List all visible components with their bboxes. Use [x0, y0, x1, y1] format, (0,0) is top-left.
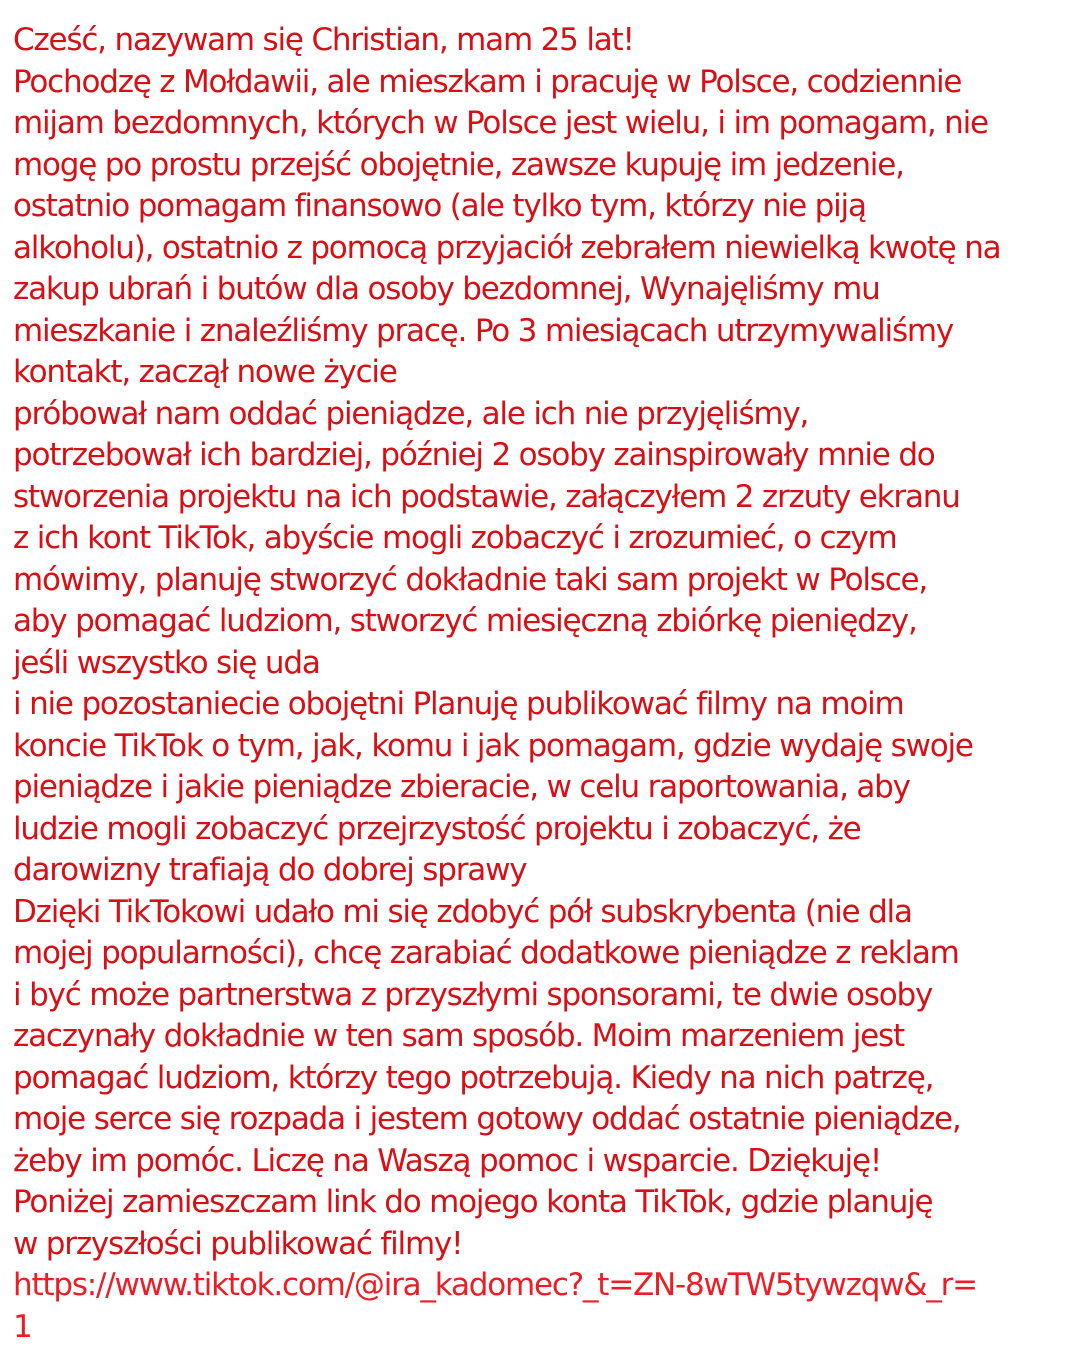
text-line: Poniżej zamieszczam link do mojego konta TikTok, gdzie planuję [13, 1184, 933, 1220]
document-text [13, 20, 1079, 1348]
text-line: i nie pozostaniecie obojętni Planuję publikować filmy na moim [13, 686, 904, 722]
text-line: mojej popularności), chcę zarabiać dodatkowe pieniądze z reklam [13, 935, 959, 971]
text-line: mówimy, planuję stworzyć dokładnie taki sam projekt w Polsce, [13, 561, 928, 598]
text-line: alkoholu), ostatnio z pomocą przyjaciół zebrałem niewielką kwotę na [13, 229, 1001, 266]
text-line: zaczynały dokładnie w ten sam sposób. Moim marzeniem jest [13, 1018, 904, 1054]
text-line: zakup ubrań i butów dla osoby bezdomnej, Wynajęliśmy mu [13, 271, 880, 307]
text-line: i być może partnerstwa z przyszłymi sponsorami, te dwie osoby [13, 976, 933, 1013]
text-line: próbował nam oddać pieniądze, ale ich nie przyjęliśmy, [13, 395, 809, 432]
text-line: aby pomagać ludziom, stworzyć miesięczną zbiórkę pieniędzy, [13, 603, 917, 639]
text-line: mogę po prostu przejść obojętnie, zawsze kupuję im jedzenie, [13, 146, 904, 183]
text-line: Cześć, nazywam się Christian, mam 25 lat! [13, 22, 634, 58]
text-line: stworzenia projektu na ich podstawie, załączyłem 2 zrzuty ekranu [13, 478, 960, 515]
tiktok-link[interactable]: https://www.tiktok.com/@ira_kadomec?_t=ZN-8wTW5tywzqw&_r= [13, 1267, 977, 1303]
text-line: darowizny trafiają do dobrej sprawy [13, 852, 527, 888]
text-line: mieszkanie i znaleźliśmy pracę. Po 3 miesiącach utrzymywaliśmy [13, 312, 954, 349]
text-line: z ich kont TikTok, abyście mogli zobaczyć i zrozumieć, o czym [13, 520, 897, 556]
text-line: mijam bezdomnych, których w Polsce jest wielu, i im pomagam, nie [13, 105, 988, 141]
text-line: Dzięki TikTokowi udało mi się zdobyć pół subskrybenta (nie dla [13, 893, 912, 930]
text-line: Pochodzę z Mołdawii, ale mieszkam i pracuję w Polsce, codziennie [13, 63, 962, 100]
text-line: żeby im pomóc. Liczę na Waszą pomoc i wsparcie. Dziękuję! [13, 1142, 882, 1179]
text-line: ostatnio pomagam finansowo (ale tylko tym, którzy nie piją [13, 188, 866, 224]
text-line: moje serce się rozpada i jestem gotowy oddać ostatnie pieniądze, [13, 1101, 961, 1137]
text-line: kontakt, zaczął nowe życie [13, 354, 397, 390]
text-line: ludzie mogli zobaczyć przejrzystość projektu i zobaczyć, że [13, 810, 861, 847]
text-line: pomagać ludziom, którzy tego potrzebują. Kiedy na nich patrzę, [13, 1059, 934, 1096]
text-line: pieniądze i jakie pieniądze zbieracie, w celu raportowania, aby [13, 769, 910, 805]
text-line: w przyszłości publikować filmy! [13, 1225, 463, 1262]
text-line: jeśli wszystko się uda [13, 644, 320, 681]
text-line: koncie TikTok o tym, jak, komu i jak pomagam, gdzie wydaję swoje [13, 727, 973, 764]
tiktok-link-continuation[interactable]: 1 [13, 1308, 32, 1345]
text-line: potrzebował ich bardziej, później 2 osoby zainspirowały mnie do [13, 437, 935, 473]
